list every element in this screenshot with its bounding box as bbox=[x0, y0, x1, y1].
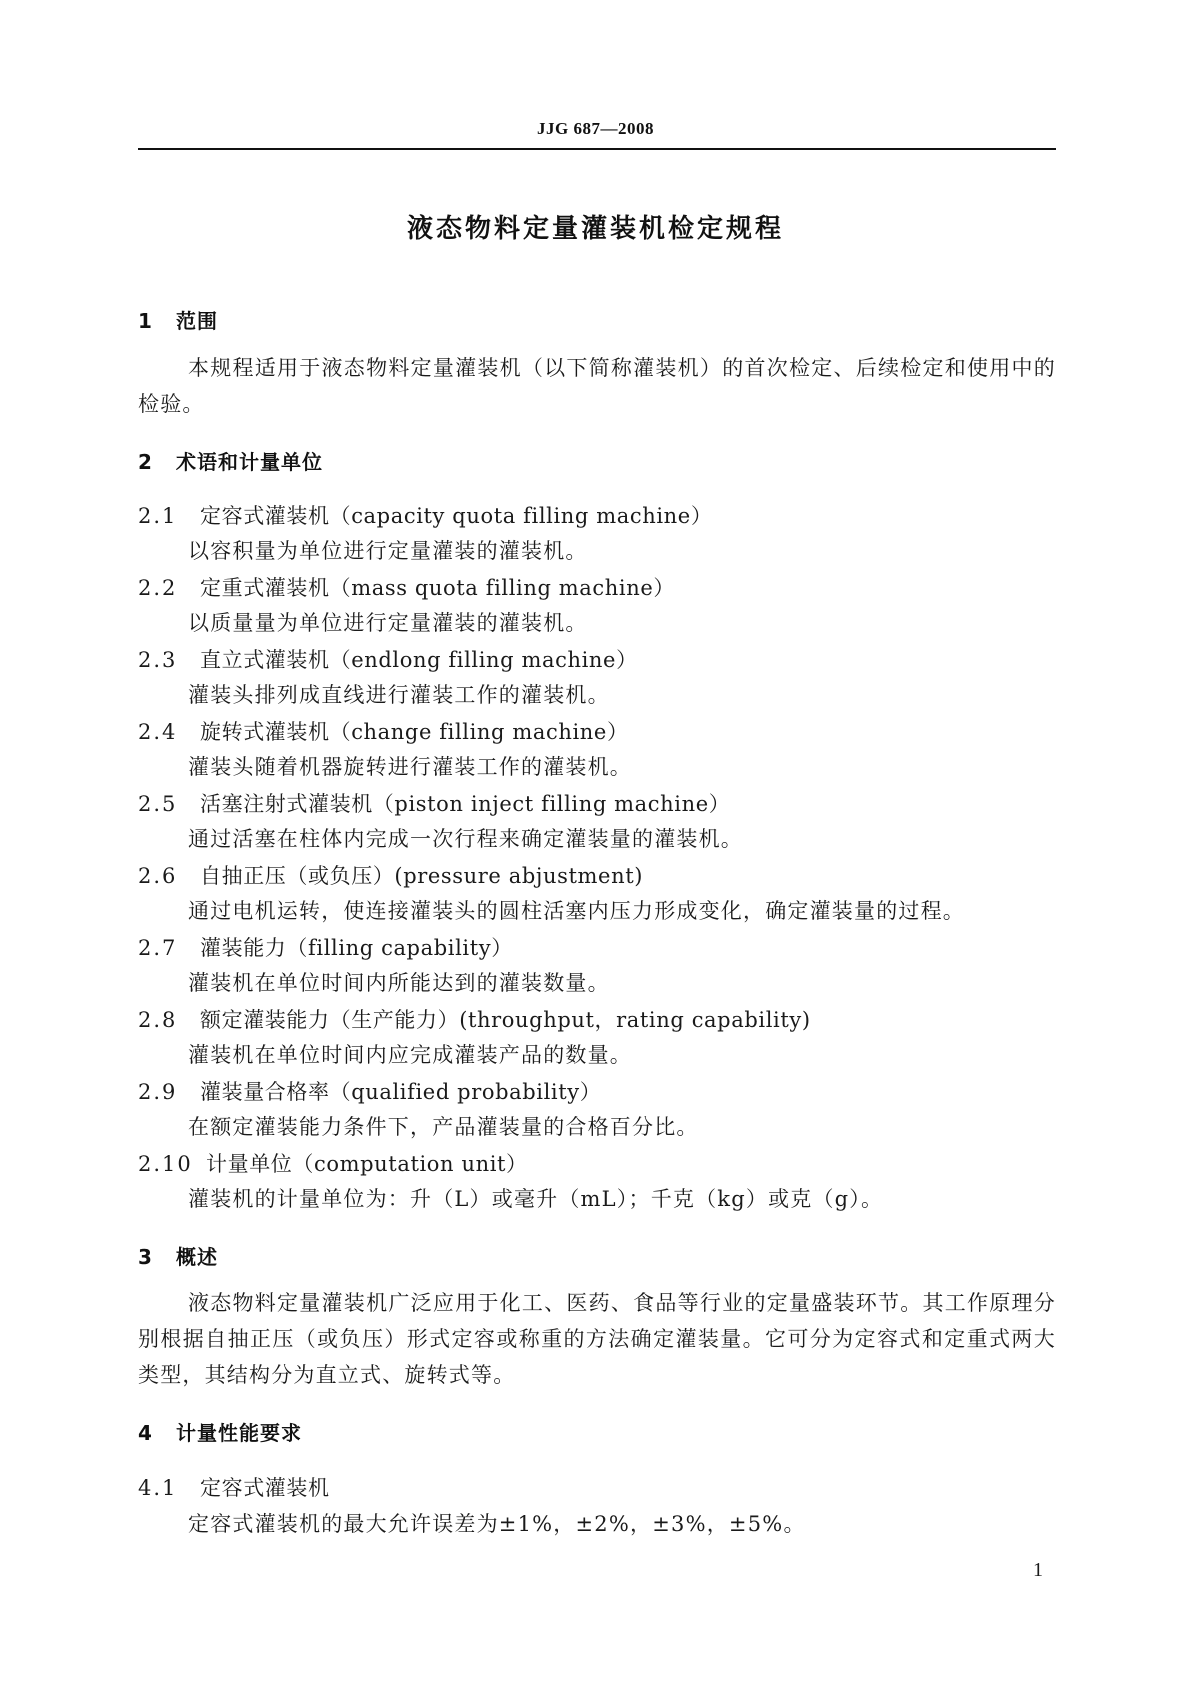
term-name: 计量单位（computation unit） bbox=[206, 1152, 528, 1176]
section-heading-1 bbox=[138, 305, 218, 334]
definition-2-6: 通过电机运转，使连接灌装头的圆柱活塞内压力形成变化，确定灌装量的过程。 bbox=[188, 899, 965, 923]
subsection-4-1 bbox=[138, 1472, 330, 1502]
term-2-10 bbox=[138, 1148, 528, 1178]
definition-2-10: 灌装机的计量单位为：升（L）或毫升（mL）；千克（kg）或克（g）。 bbox=[188, 1187, 884, 1211]
section-number: 4 bbox=[138, 1421, 153, 1445]
term-number: 2.7 bbox=[138, 936, 178, 960]
page-number: 1 bbox=[1033, 1559, 1043, 1581]
term-number: 2.10 bbox=[138, 1152, 193, 1176]
document-title: 液态物料定量灌装机检定规程 bbox=[406, 214, 784, 244]
section-3-paragraph: 液态物料定量灌装机广泛应用于化工、医药、食品等行业的定量盛装环节。其工作原理分别根据自抽正压（或负压）形式定容或称重的方法确定灌装量。它可分为定容式和定重式两大类型，其结构分为直立式、旋转式等。 bbox=[138, 1291, 1056, 1387]
definition-2-7: 灌装机在单位时间内所能达到的灌装数量。 bbox=[188, 971, 610, 995]
term-name: 自抽正压（或负压）(pressure abjustment) bbox=[200, 864, 644, 888]
section-1-paragraph: 本规程适用于液态物料定量灌装机（以下简称灌装机）的首次检定、后续检定和使用中的检验。 bbox=[138, 356, 1056, 416]
definition-2-3: 灌装头排列成直线进行灌装工作的灌装机。 bbox=[188, 683, 610, 707]
section-title: 概述 bbox=[176, 1245, 218, 1269]
term-name: 定重式灌装机（mass quota filling machine） bbox=[200, 576, 675, 600]
term-number: 2.8 bbox=[138, 1008, 178, 1032]
term-2-2 bbox=[138, 572, 675, 602]
definition-2-8: 灌装机在单位时间内应完成灌装产品的数量。 bbox=[188, 1043, 632, 1067]
term-name: 灌装量合格率（qualified probability） bbox=[200, 1080, 602, 1104]
header-divider bbox=[138, 148, 1056, 150]
term-number: 2.5 bbox=[138, 792, 178, 816]
term-name: 直立式灌装机（endlong filling machine） bbox=[200, 648, 638, 672]
term-number: 2.6 bbox=[138, 864, 178, 888]
paragraph-4-1: 定容式灌装机的最大允许误差为±1%，±2%，±3%，±5%。 bbox=[188, 1512, 806, 1536]
definition-2-4: 灌装头随着机器旋转进行灌装工作的灌装机。 bbox=[188, 755, 632, 779]
term-number: 2.3 bbox=[138, 648, 178, 672]
section-heading-2 bbox=[138, 446, 323, 475]
term-name: 定容式灌装机 bbox=[200, 1476, 330, 1500]
definition-2-2: 以质量量为单位进行定量灌装的灌装机。 bbox=[188, 611, 588, 635]
term-name: 活塞注射式灌装机（piston inject filling machine） bbox=[200, 792, 731, 816]
term-number: 4.1 bbox=[138, 1476, 178, 1500]
section-title: 范围 bbox=[176, 309, 218, 333]
section-title: 术语和计量单位 bbox=[176, 450, 323, 474]
section-heading-4 bbox=[138, 1417, 302, 1446]
section-heading-3 bbox=[138, 1241, 218, 1270]
definition-2-9: 在额定灌装能力条件下，产品灌装量的合格百分比。 bbox=[188, 1115, 699, 1139]
term-number: 2.1 bbox=[138, 504, 178, 528]
term-name: 定容式灌装机（capacity quota filling machine） bbox=[200, 504, 713, 528]
term-2-6 bbox=[138, 860, 643, 890]
term-2-3 bbox=[138, 644, 638, 674]
section-title: 计量性能要求 bbox=[176, 1421, 302, 1445]
term-name: 灌装能力（filling capability） bbox=[200, 936, 513, 960]
term-2-8 bbox=[138, 1004, 811, 1034]
term-number: 2.9 bbox=[138, 1080, 178, 1104]
term-2-5 bbox=[138, 788, 730, 818]
term-name: 额定灌装能力（生产能力）(throughput，rating capability) bbox=[200, 1008, 811, 1032]
term-number: 2.2 bbox=[138, 576, 178, 600]
term-2-1 bbox=[138, 500, 712, 530]
section-number: 3 bbox=[138, 1245, 153, 1269]
term-number: 2.4 bbox=[138, 720, 178, 744]
definition-2-1: 以容积量为单位进行定量灌装的灌装机。 bbox=[188, 539, 588, 563]
term-2-7 bbox=[138, 932, 513, 962]
term-2-4 bbox=[138, 716, 629, 746]
definition-2-5: 通过活塞在柱体内完成一次行程来确定灌装量的灌装机。 bbox=[188, 827, 743, 851]
section-number: 1 bbox=[138, 309, 153, 333]
term-name: 旋转式灌装机（change filling machine） bbox=[200, 720, 629, 744]
term-2-9 bbox=[138, 1076, 601, 1106]
document-code: JJG 687—2008 bbox=[537, 119, 654, 138]
section-number: 2 bbox=[138, 450, 153, 474]
